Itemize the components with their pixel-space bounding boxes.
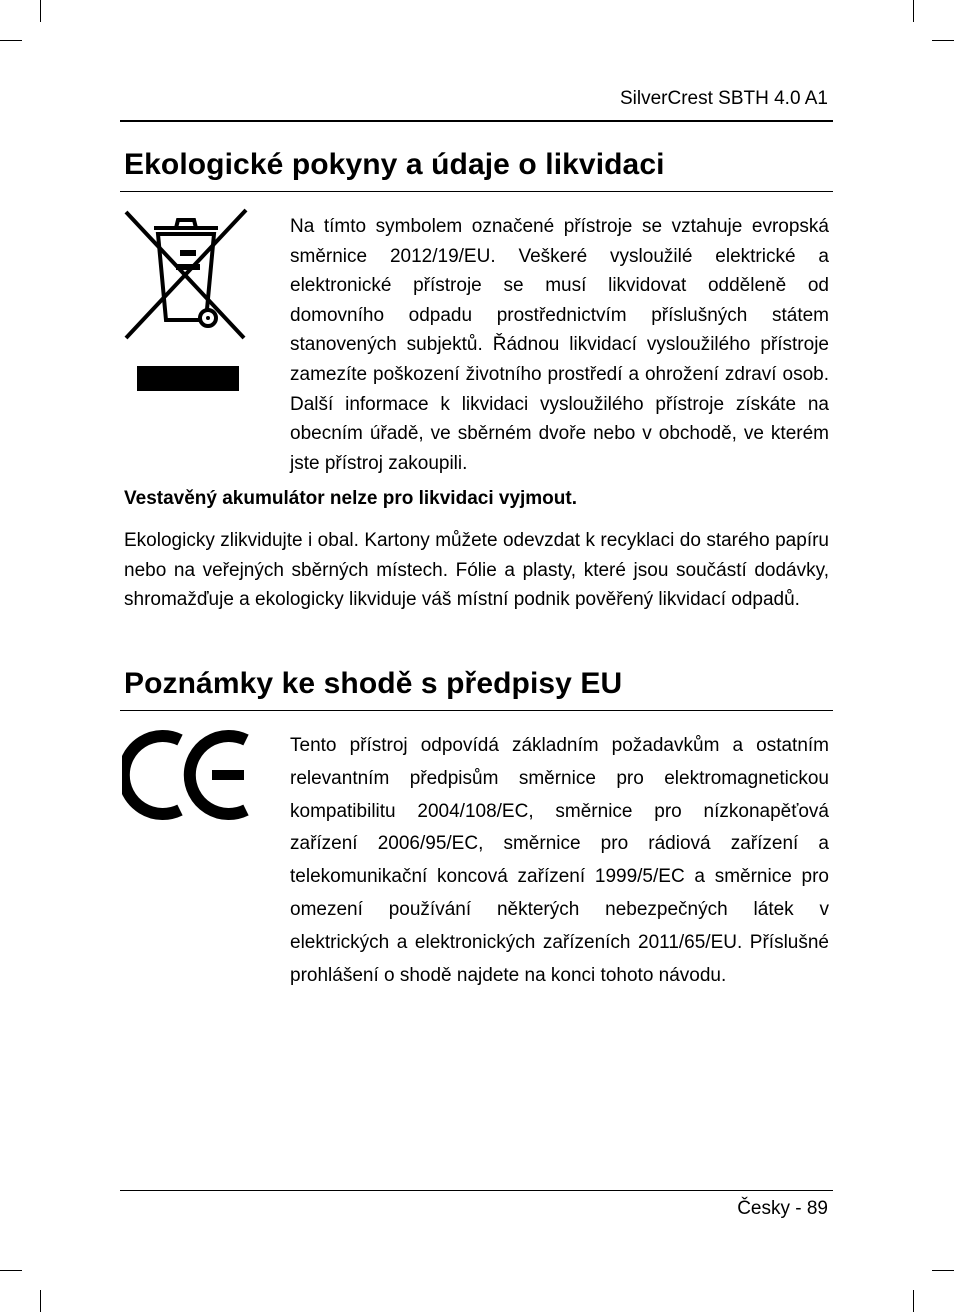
crop-mark	[40, 0, 41, 22]
section-title-disposal: Ekologické pokyny a údaje o likvidaci	[124, 148, 665, 181]
running-header: SilverCrest SBTH 4.0 A1	[619, 88, 828, 109]
crop-mark	[40, 1290, 41, 1312]
section-rule	[120, 710, 833, 711]
crop-mark	[0, 40, 22, 41]
disposal-paragraph: Na tímto symbolem označené přístroje se vztahuje evropská směrnice 2012/19/EU. Veškeré vysloužilé elektrické a elektronické přístroje se musí likvidovat odděleně od domovního odpadu prostřednictvím příslušných státem stanovených subjektů. Řádnou likvidací vysloužilého přístroje zamezíte poškození životního prostředí a ohrožení zdraví osob. Další informace k likvidaci vysloužilého přístroje získáte na obecním úřadě, ve sběrném dvoře nebo v obchodě, ve kterém jste přístroj zakoupili.	[290, 216, 829, 474]
crop-mark	[932, 1270, 954, 1271]
crop-mark	[913, 1290, 914, 1312]
ce-mark-icon	[122, 728, 254, 822]
packaging-paragraph: Ekologicky zlikvidujte i obal. Kartony můžete odevzdat k recyklaci do starého papíru nebo na veřejných sběrných místech. Fólie a plasty, které jsou součástí dodávky, shromažďuje a ekologicky likviduje váš místní podnik pověřený likvidací odpadů.	[124, 530, 829, 611]
weee-crossed-bin-icon	[120, 206, 252, 396]
crop-mark	[913, 0, 914, 22]
battery-note: Vestavěný akumulátor nelze pro likvidaci vyjmout.	[124, 488, 578, 509]
footer-rule	[120, 1190, 833, 1191]
header-rule	[120, 120, 833, 122]
section-rule	[120, 191, 833, 192]
crop-mark	[0, 1270, 22, 1271]
crop-mark	[932, 40, 954, 41]
eu-conformity-paragraph: Tento přístroj odpovídá základním požadavkům a ostatním relevantním předpisům směrnice pro elektromagnetickou kompatibilitu 2004/108/EC, směrnice pro nízkonapěťová zařízení 2006/95/EC, směrnice pro rádiová zařízení a telekomunikační koncová zařízení 1999/5/EC a směrnice pro omezení používání některých nebezpečných látek v elektrických a elektronických zařízeních 2011/65/EU. Příslušné prohlášení o shodě najdete na konci tohoto návodu.	[290, 735, 829, 986]
section-title-eu-conformity: Poznámky ke shodě s předpisy EU	[124, 667, 623, 700]
page-number: Česky - 89	[737, 1198, 828, 1219]
